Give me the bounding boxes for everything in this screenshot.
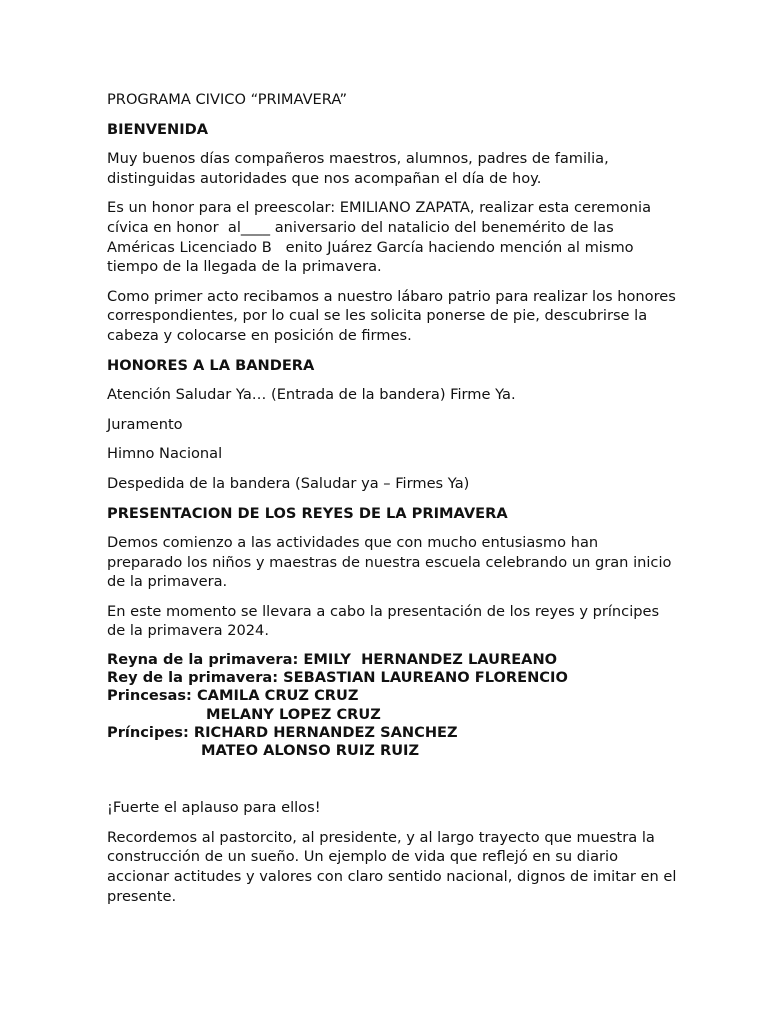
name-reyna: Reyna de la primavera: EMILY HERNANDEZ LAUREANO	[107, 651, 558, 669]
paragraph-saludo: Muy buenos días compañeros maestros, alumnos, padres de familia, distinguidas autoridades que nos acompañan el día de hoy.	[107, 150, 614, 187]
name-principe-1: Príncipes: RICHARD HERNANDEZ SANCHEZ	[107, 723, 458, 741]
line-atencion: Atención Saludar Ya… (Entrada de la bandera) Firme Ya.	[107, 386, 516, 404]
name-principe-2: MATEO ALONSO RUIZ RUIZ	[201, 742, 420, 760]
paragraph-recordemos: Recordemos al pastorcito, al presidente, y al largo trayecto que muestra la construcción de un sueño. Un ejemplo de vida que reflejó en su diario accionar actitudes y valores con claro sentido nacional, dignos de imitar en el presente.	[107, 828, 682, 905]
name-rey: Rey de la primavera: SEBASTIAN LAUREANO FLORENCIO	[107, 669, 568, 687]
line-despedida: Despedida de la bandera (Saludar ya – Firmes Ya)	[107, 474, 470, 492]
paragraph-presentacion: En este momento se llevara a cabo la presentación de los reyes y príncipes de la primavera 2024.	[107, 602, 664, 640]
paragraph-honor: Es un honor para el preescolar: EMILIANO ZAPATA, realizar esta ceremonia cívica en honor al____ aniversario del natalicio del benemérito de las Américas Licenciado B enito Juárez García haciendo mención al mismo tiempo de la llegada de la primavera.	[107, 199, 656, 276]
heading-reyes: PRESENTACION DE LOS REYES DE LA PRIMAVERA	[107, 504, 508, 522]
line-himno: Himno Nacional	[107, 445, 223, 463]
document-title: PROGRAMA CIVICO “PRIMAVERA”	[107, 91, 348, 108]
names-list	[107, 651, 677, 760]
heading-honores: HONORES A LA BANDERA	[107, 356, 315, 374]
document-page	[107, 90, 682, 916]
heading-bienvenida: BIENVENIDA	[107, 120, 209, 138]
name-princesa-2: MELANY LOPEZ CRUZ	[206, 705, 381, 723]
paragraph-comienzo: Demos comienzo a las actividades que con mucho entusiasmo han preparado los niños y maestras de nuestra escuela celebrando un gran inicio de la primavera.	[107, 534, 677, 591]
paragraph-primer-acto: Como primer acto recibamos a nuestro lábaro patrio para realizar los honores correspondientes, por lo cual se les solicita ponerse de pie, descubrirse la cabeza y colocarse en posición de firmes.	[107, 287, 681, 344]
name-princesa-1: Princesas: CAMILA CRUZ CRUZ	[107, 687, 359, 705]
paragraph-aplauso: ¡Fuerte el aplauso para ellos!	[107, 799, 321, 817]
line-juramento: Juramento	[107, 415, 183, 433]
